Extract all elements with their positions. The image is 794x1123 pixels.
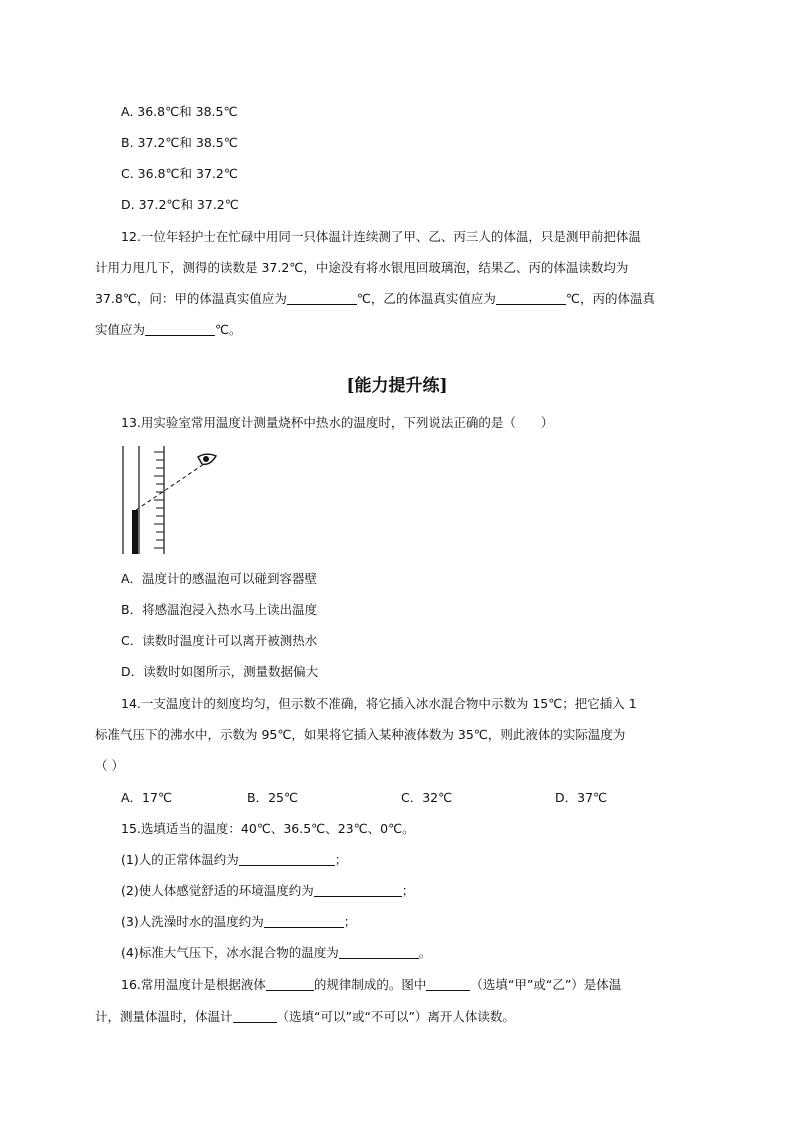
q13-option-a: A．温度计的感温泡可以碰到容器壁 [121,571,318,586]
answer-blank-can[interactable] [233,1009,277,1023]
q12-line-2: 计用力甩几下，测得的读数是 37.2℃，中途没有将水银甩回玻璃泡，结果乙、丙的体温读数均为 [95,260,629,275]
q12-text-e: ℃。 [215,322,242,337]
sight-line [136,464,204,510]
scale-ticks [154,452,164,548]
q12-line-1: 12.一位年轻护士在忙碌中用同一只体温计连续测了甲、乙、丙三人的体温，只是测甲前把体温 [121,229,641,244]
q14-option-d: D．37℃ [555,790,608,805]
q13-option-c: C．读数时温度计可以离开被测热水 [121,633,318,648]
q16-text-e: （选填“可以”或“不可以”）离开人体读数。 [276,1009,515,1024]
answer-blank-yi[interactable] [496,291,566,305]
q11-option-b: B. 37.2℃和 38.5℃ [121,135,238,150]
answer-blank-2[interactable] [314,883,402,897]
q12-text-d: 实值应为 [95,322,146,337]
q12-text-a: 37.8℃，问：甲的体温真实值应为 [95,291,287,306]
q14-option-c: C．32℃ [401,790,453,805]
q16-text-b: 的规律制成的。图中 [313,977,427,992]
q11-option-d: D. 37.2℃和 37.2℃ [121,197,239,212]
q11-option-a: A. 36.8℃和 38.5℃ [121,104,238,119]
q12-line-4 [95,321,242,339]
q16-line-1 [121,976,621,994]
thermometer-reading-figure [118,444,228,556]
q14-option-b: B．25℃ [247,790,299,805]
q16-text-a: 16.常用温度计是根据液体 [121,977,266,992]
q14-option-a: A．17℃ [121,790,172,805]
answer-blank-4[interactable] [339,945,419,959]
q15-item-2-end: ； [401,883,415,898]
q14-line-3: （ ） [95,758,124,773]
q15-item-3 [121,913,356,931]
q11-option-c: C. 36.8℃和 37.2℃ [121,166,238,181]
liquid-column [132,510,138,554]
answer-blank-choice[interactable] [426,977,470,991]
q12-line-3 [95,290,655,308]
answer-blank-rule[interactable] [266,977,314,991]
section-title: [能力提升练] [346,376,448,396]
q15-item-1-end: ； [334,852,348,867]
q13-question: 13.用实验室常用温度计测量烧杯中热水的温度时，下列说法正确的是（ ） [121,415,554,430]
q12-text-c: ℃，丙的体温真 [565,291,655,306]
q16-line-2 [95,1008,515,1026]
eye-icon [198,454,216,464]
q15-item-4 [121,944,431,962]
q16-text-d: 计，测量体温时，体温计 [95,1009,233,1024]
q15-item-2 [121,882,414,900]
answer-blank-jia[interactable] [287,291,357,305]
q16-text-c: （选填“甲”或“乙”）是体温 [470,977,622,992]
q15-item-4-text: (4)标准大气压下，冰水混合物的温度为 [121,945,339,960]
q12-text-b: ℃，乙的体温真实值应为 [356,291,496,306]
q14-line-2: 标准气压下的沸水中，示数为 95℃，如果将它插入某种液体数为 35℃，则此液体的实际温度为 [95,727,626,742]
q15-question: 15.选填适当的温度：40℃、36.5℃、23℃、0℃。 [121,821,415,836]
q15-item-3-text: (3)人洗澡时水的温度约为 [121,914,264,929]
answer-blank-1[interactable] [239,852,335,866]
q15-item-1-text: (1)人的正常体温约为 [121,852,239,867]
q13-option-b: B．将感温泡浸入热水马上读出温度 [121,602,318,617]
q14-line-1: 14.一支温度计的刻度均匀，但示数不准确，将它插入冰水混合物中示数为 15℃；把它插入 1 [121,696,637,711]
q15-item-4-end: 。 [418,945,432,960]
answer-blank-3[interactable] [264,914,344,928]
q15-item-3-end: ； [343,914,357,929]
q15-item-2-text: (2)使人体感觉舒适的环境温度约为 [121,883,314,898]
q15-item-1 [121,851,347,869]
answer-blank-bing[interactable] [145,322,215,336]
q13-option-d: D．读数时如图所示，测量数据偏大 [121,664,319,679]
